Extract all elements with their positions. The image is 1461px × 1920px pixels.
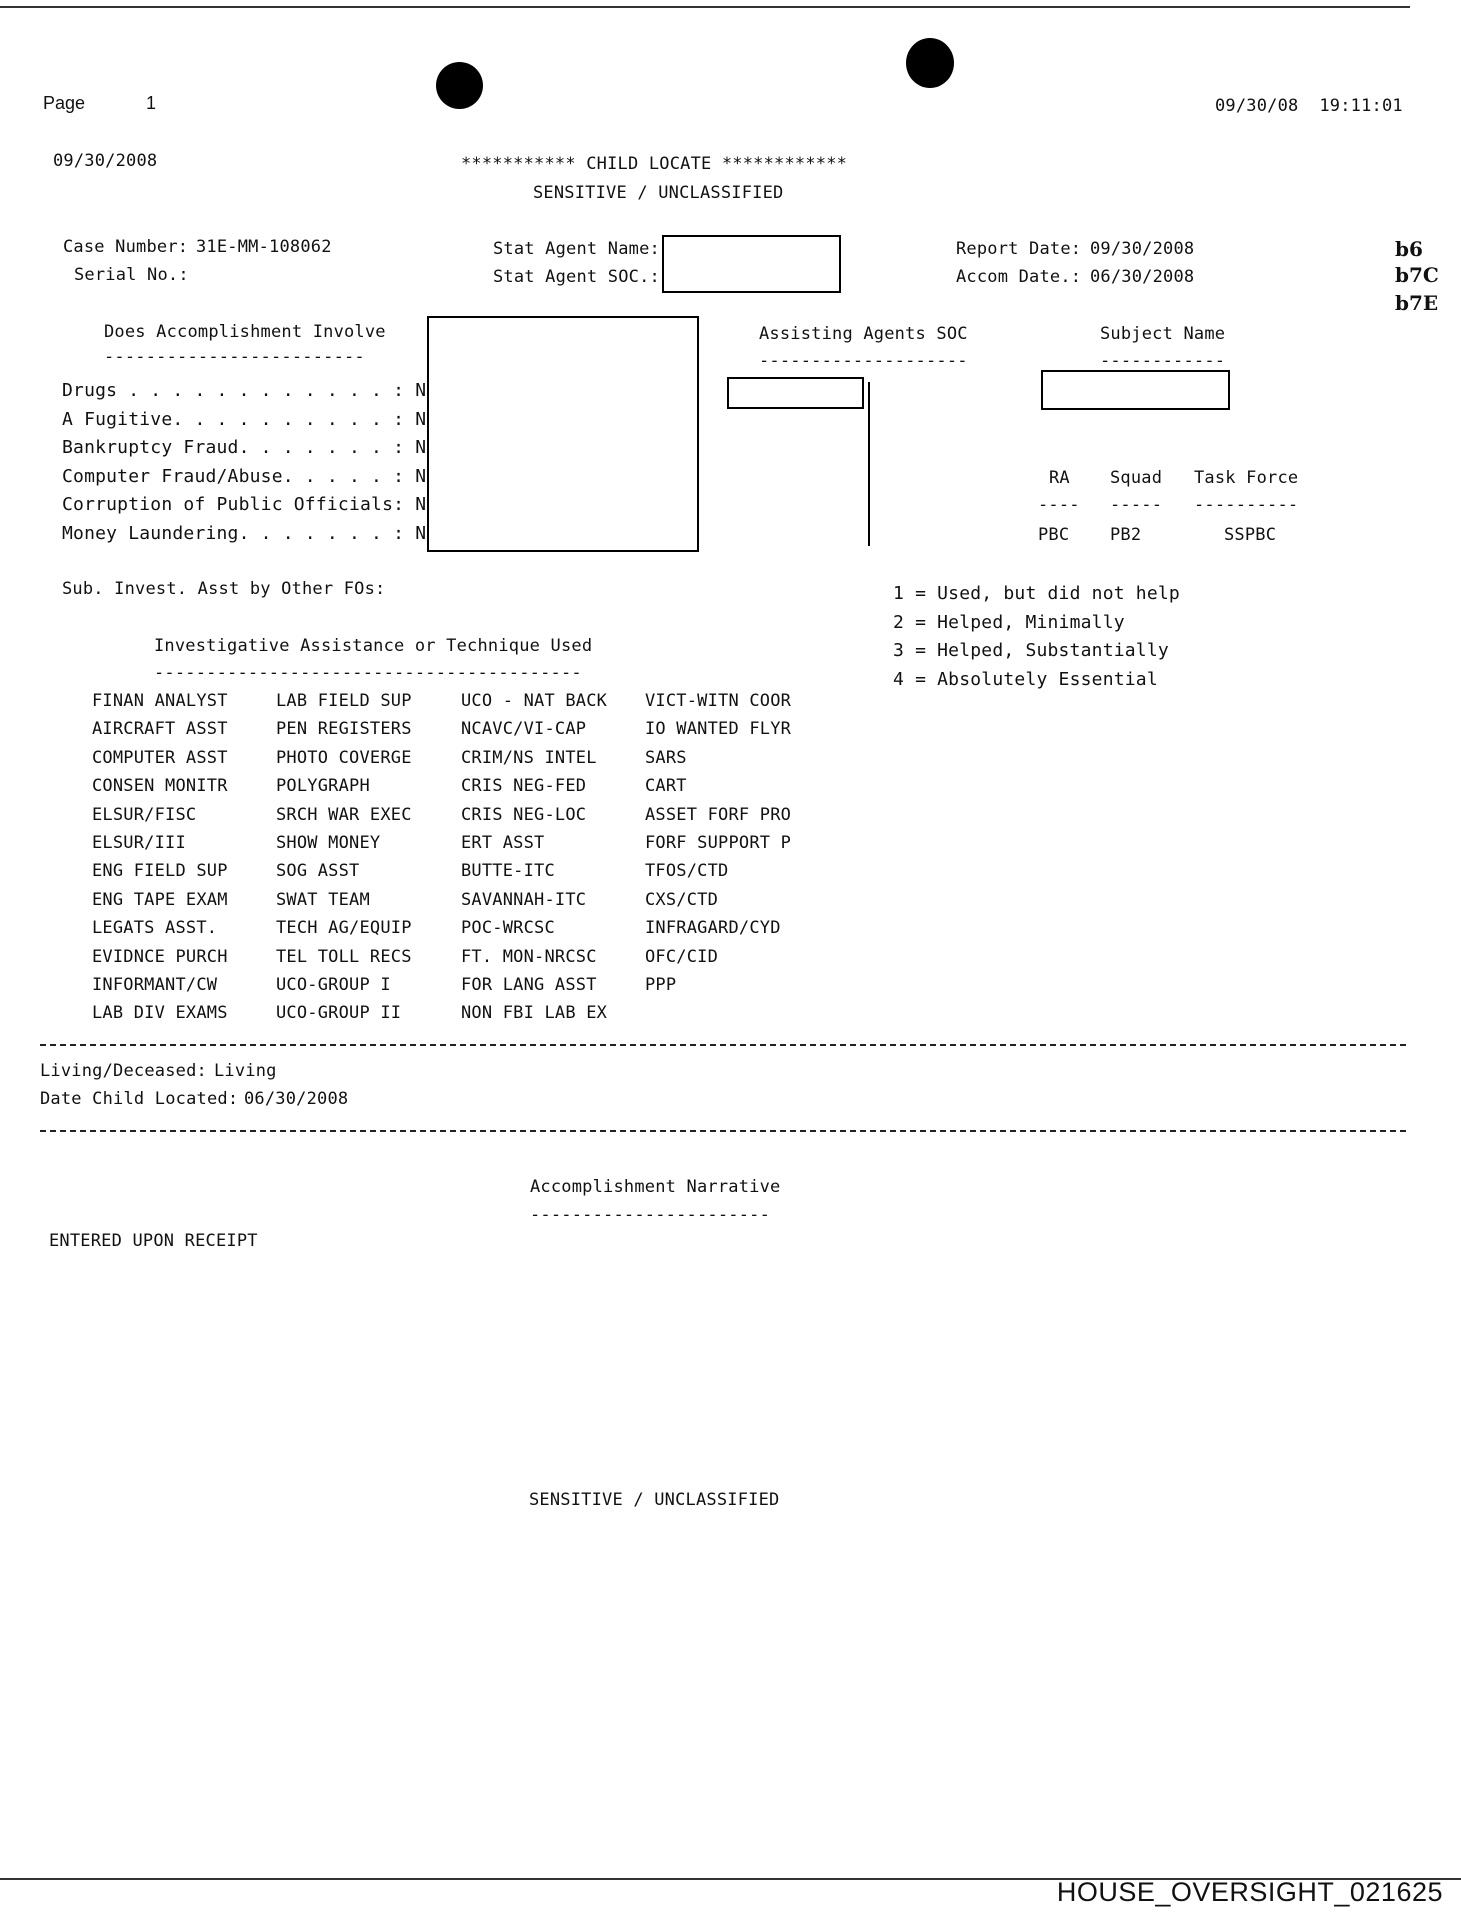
technique-cell: PPP [645,975,677,996]
technique-cell: FOR LANG ASST [461,975,597,996]
stat-agent-soc-label: Stat Agent SOC.: [493,267,660,287]
involve-heading: Does Accomplishment Involve [104,322,386,342]
task-force-value: SSPBC [1224,525,1277,545]
technique-cell: UCO-GROUP II [276,1003,402,1024]
rating-legend [893,580,1180,694]
assisting-underline: -------------------- [759,351,968,371]
print-timestamp: 09/30/08 19:11:01 [1215,96,1403,116]
technique-cell: NCAVC/VI-CAP [461,719,587,740]
technique-cell: AIRCRAFT ASST [92,719,228,740]
technique-cell: FORF SUPPORT P [645,833,792,854]
technique-cell: FINAN ANALYST [92,691,228,711]
assisting-column-divider [868,382,870,546]
technique-cell: LAB FIELD SUP [276,691,412,711]
stat-agent-name-label: Stat Agent Name: [493,239,660,259]
accom-date-label: Accom Date.: [956,267,1082,287]
technique-cell: POLYGRAPH [276,776,370,797]
legend-item: 3 = Helped, Substantially [893,640,1169,661]
report-date-value: 09/30/2008 [1090,239,1195,259]
task-force-underline: ---------- [1194,495,1299,515]
technique-cell: SAVANNAH-ITC [461,889,587,910]
technique-heading: Investigative Assistance or Technique Used [154,636,593,656]
ra-value: PBC [1038,525,1070,545]
page-number: 1 [146,93,157,113]
case-number-value: 31E-MM-108062 [196,237,332,257]
punch-hole-right [906,38,954,88]
technique-cell: SARS [645,747,687,768]
serial-number-label: Serial No.: [74,265,189,285]
involve-redaction-box [427,316,699,552]
legend-item: 4 = Absolutely Essential [893,668,1158,690]
technique-cell: IO WANTED FLYR [645,719,792,740]
document-title: *********** CHILD LOCATE ************ [461,154,848,174]
technique-table [92,690,825,1025]
technique-cell: ENG FIELD SUP [92,861,228,882]
case-number-label: Case Number: [63,237,189,257]
technique-cell: CART [645,776,687,797]
squad-underline: ----- [1110,495,1163,515]
technique-cell: ERT ASST [461,833,545,854]
scan-top-edge [0,6,1410,8]
punch-hole-left [436,62,483,109]
involve-underline: ------------------------- [104,347,365,367]
report-header-date: 09/30/2008 [53,151,158,171]
technique-cell: SOG ASST [276,861,360,882]
involve-row: Drugs . . . . . . . . . . . . : N [62,380,427,401]
technique-cell: UCO-GROUP I [276,975,391,996]
classification-header: SENSITIVE / UNCLASSIFIED [533,183,784,203]
technique-cell: SRCH WAR EXEC [276,804,412,825]
narrative-text: ENTERED UPON RECEIPT [49,1231,258,1251]
ra-underline: ---- [1038,495,1080,515]
technique-cell: POC-WRCSC [461,918,555,939]
involve-row: Computer Fraud/Abuse. . . . . : N [62,465,427,487]
exemption-b6: b6 [1395,237,1423,261]
technique-cell: NON FBI LAB EX [461,1003,608,1024]
task-force-label: Task Force [1194,468,1299,488]
technique-cell: CRIS NEG-LOC [461,804,587,825]
technique-cell: COMPUTER ASST [92,747,228,768]
technique-cell: LEGATS ASST. [92,918,218,939]
date-located-value: 06/30/2008 [244,1089,349,1109]
involve-row: Bankruptcy Fraud. . . . . . . : N [62,437,427,459]
technique-cell [645,1002,825,1024]
technique-cell: CONSEN MONITR [92,776,228,797]
accom-date-value: 06/30/2008 [1090,267,1195,287]
legend-item: 2 = Helped, Minimally [893,611,1125,633]
classification-footer: SENSITIVE / UNCLASSIFIED [529,1490,780,1510]
living-deceased-value: Living [214,1061,277,1081]
involve-row: A Fugitive. . . . . . . . . . : N [62,408,427,430]
assisting-redaction-box [727,377,864,409]
technique-cell: ENG TAPE EXAM [92,889,228,910]
technique-cell: INFRAGARD/CYD [645,918,781,939]
subject-heading: Subject Name [1100,324,1226,344]
technique-cell: TFOS/CTD [645,861,729,882]
technique-cell: FT. MON-NRCSC [461,946,597,967]
technique-cell: TEL TOLL RECS [276,946,412,967]
report-date-label: Report Date: [956,239,1082,259]
technique-cell: UCO - NAT BACK [461,691,608,711]
technique-cell: CRIS NEG-FED [461,776,587,797]
exemption-b7e: b7E [1395,291,1439,315]
assisting-heading: Assisting Agents SOC [759,324,968,344]
squad-value: PB2 [1110,525,1142,545]
involve-list [62,377,426,549]
technique-cell: BUTTE-ITC [461,861,555,882]
technique-underline: ----------------------------------------- [154,663,582,683]
technique-cell: PEN REGISTERS [276,719,412,740]
section-divider-bottom [40,1130,1406,1132]
technique-cell: TECH AG/EQUIP [276,918,412,939]
technique-cell: CRIM/NS INTEL [461,747,597,768]
bates-number: HOUSE_OVERSIGHT_021625 [1056,1877,1443,1907]
section-divider-top [40,1044,1406,1046]
involve-row: Corruption of Public Officials: N [62,494,427,516]
technique-cell: VICT-WITN COOR [645,691,792,711]
sub-invest-label: Sub. Invest. Asst by Other FOs: [62,579,386,599]
legend-item: 1 = Used, but did not help [893,583,1180,604]
technique-cell: ASSET FORF PRO [645,804,792,825]
technique-cell: SWAT TEAM [276,889,370,910]
technique-cell: ELSUR/FISC [92,804,197,825]
technique-cell: PHOTO COVERGE [276,747,412,768]
exemption-b7c: b7C [1395,263,1439,287]
squad-label: Squad [1110,468,1163,488]
ra-label: RA [1049,468,1070,488]
subject-underline: ------------ [1100,351,1226,371]
page-label: Page [43,93,86,113]
technique-cell: CXS/CTD [645,889,719,910]
technique-cell: SHOW MONEY [276,833,381,854]
living-deceased-label: Living/Deceased: [40,1061,207,1081]
subject-redaction-box [1041,370,1230,410]
technique-cell: OFC/CID [645,946,719,967]
technique-cell: LAB DIV EXAMS [92,1003,228,1024]
narrative-heading: Accomplishment Narrative [530,1177,781,1197]
date-located-label: Date Child Located: [40,1089,239,1109]
involve-row: Money Laundering. . . . . . . : N [62,522,427,544]
technique-cell: EVIDNCE PURCH [92,946,228,967]
stat-agent-redaction-box [662,235,841,293]
technique-cell: INFORMANT/CW [92,975,218,996]
narrative-underline: ----------------------- [530,1205,771,1225]
technique-cell: ELSUR/III [92,833,186,854]
